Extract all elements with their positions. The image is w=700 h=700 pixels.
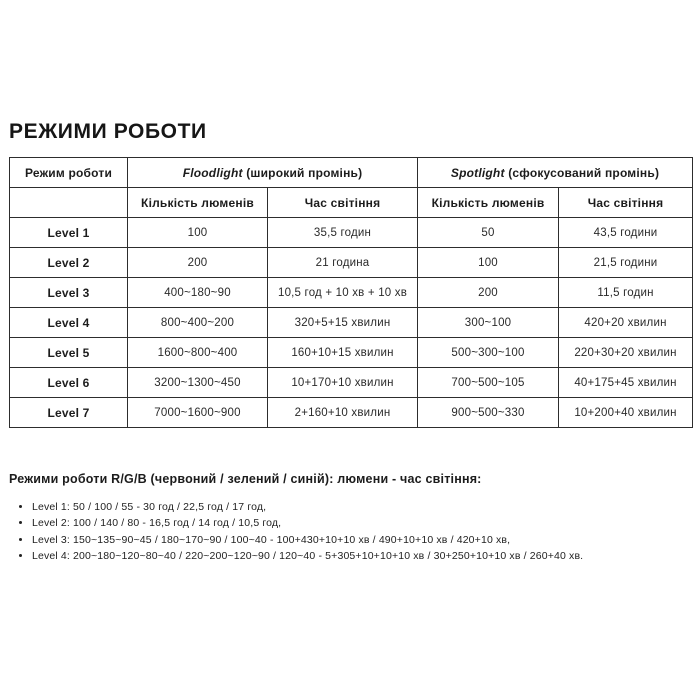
table-row <box>10 278 693 308</box>
cell-spotlight-time: 220+30+20 хвилин <box>559 338 693 368</box>
cell-spotlight-time: 11,5 годин <box>559 278 693 308</box>
table-row <box>10 218 693 248</box>
cell-level: Level 1 <box>10 218 128 248</box>
cell-spotlight-time: 43,5 години <box>559 218 693 248</box>
cell-spotlight-lumens: 700~500~105 <box>418 368 559 398</box>
table-row <box>10 368 693 398</box>
list-item: • Level 2: 100 / 140 / 80 - 16,5 год / 14 год / 10,5 год, <box>32 515 692 531</box>
cell-floodlight-lumens: 400~180~90 <box>128 278 268 308</box>
floodlight-time-header: Час світіння <box>268 188 418 218</box>
cell-spotlight-lumens: 300~100 <box>418 308 559 338</box>
cell-floodlight-time: 2+160+10 хвилин <box>268 398 418 428</box>
spotlight-suffix: (сфокусований промінь) <box>504 165 660 180</box>
cell-spotlight-lumens: 900~500~330 <box>418 398 559 428</box>
cell-floodlight-lumens: 7000~1600~900 <box>128 398 268 428</box>
cell-spotlight-lumens: 100 <box>418 248 559 278</box>
table-header <box>10 158 693 218</box>
cell-floodlight-time: 10+170+10 хвилин <box>268 368 418 398</box>
group-header-row <box>10 158 693 188</box>
cell-spotlight-lumens: 50 <box>418 218 559 248</box>
floodlight-group-header <box>128 158 418 188</box>
cell-floodlight-lumens: 1600~800~400 <box>128 338 268 368</box>
cell-spotlight-lumens: 200 <box>418 278 559 308</box>
table-row <box>10 398 693 428</box>
cell-level: Level 4 <box>10 308 128 338</box>
cell-spotlight-time: 40+175+45 хвилин <box>559 368 693 398</box>
rgb-modes-heading: Режими роботи R/G/B (червоний / зелений / синій): люмени - час світіння: <box>9 472 482 487</box>
spotlight-lumens-header: Кількість люменів <box>418 188 559 218</box>
cell-floodlight-time: 320+5+15 хвилин <box>268 308 418 338</box>
table-row <box>10 308 693 338</box>
sub-header-row <box>10 188 693 218</box>
cell-floodlight-time: 35,5 годин <box>268 218 418 248</box>
rgb-modes-list <box>9 499 692 564</box>
cell-level: Level 3 <box>10 278 128 308</box>
cell-level: Level 6 <box>10 368 128 398</box>
cell-floodlight-lumens: 800~400~200 <box>128 308 268 338</box>
list-item: • Level 4: 200~180~120~80~40 / 220~200~120~90 / 120~40 - 5+305+10+10+10 хв / 30+250+10+10 хв / 260+40 хв. <box>32 548 692 564</box>
cell-spotlight-time: 10+200+40 хвилин <box>559 398 693 428</box>
cell-level: Level 5 <box>10 338 128 368</box>
empty-header-cell <box>10 188 128 218</box>
spotlight-time-header: Час світіння <box>559 188 693 218</box>
cell-floodlight-time: 21 година <box>268 248 418 278</box>
cell-level: Level 7 <box>10 398 128 428</box>
cell-floodlight-lumens: 3200~1300~450 <box>128 368 268 398</box>
list-item: • Level 3: 150~135~90~45 / 180~170~90 / 100~40 - 100+430+10+10 хв / 490+10+10 хв / 420+10 хв, <box>32 532 692 548</box>
cell-floodlight-time: 160+10+15 хвилин <box>268 338 418 368</box>
mode-column-header: Режим роботи <box>10 158 128 188</box>
floodlight-label: Floodlight <box>182 165 243 180</box>
floodlight-lumens-header: Кількість люменів <box>128 188 268 218</box>
table-row <box>10 248 693 278</box>
cell-floodlight-lumens: 200 <box>128 248 268 278</box>
table-row <box>10 338 693 368</box>
cell-floodlight-time: 10,5 год + 10 хв + 10 хв <box>268 278 418 308</box>
cell-level: Level 2 <box>10 248 128 278</box>
spotlight-group-header <box>418 158 693 188</box>
cell-spotlight-time: 21,5 години <box>559 248 693 278</box>
operating-modes-table <box>9 157 693 428</box>
table-body <box>10 218 693 428</box>
floodlight-suffix: (широкий промінь) <box>242 165 363 180</box>
cell-spotlight-lumens: 500~300~100 <box>418 338 559 368</box>
spotlight-label: Spotlight <box>450 165 505 180</box>
page-title: РЕЖИМИ РОБОТИ <box>9 120 207 143</box>
cell-spotlight-time: 420+20 хвилин <box>559 308 693 338</box>
cell-floodlight-lumens: 100 <box>128 218 268 248</box>
list-item: • Level 1: 50 / 100 / 55 - 30 год / 22,5 год / 17 год, <box>32 499 692 515</box>
